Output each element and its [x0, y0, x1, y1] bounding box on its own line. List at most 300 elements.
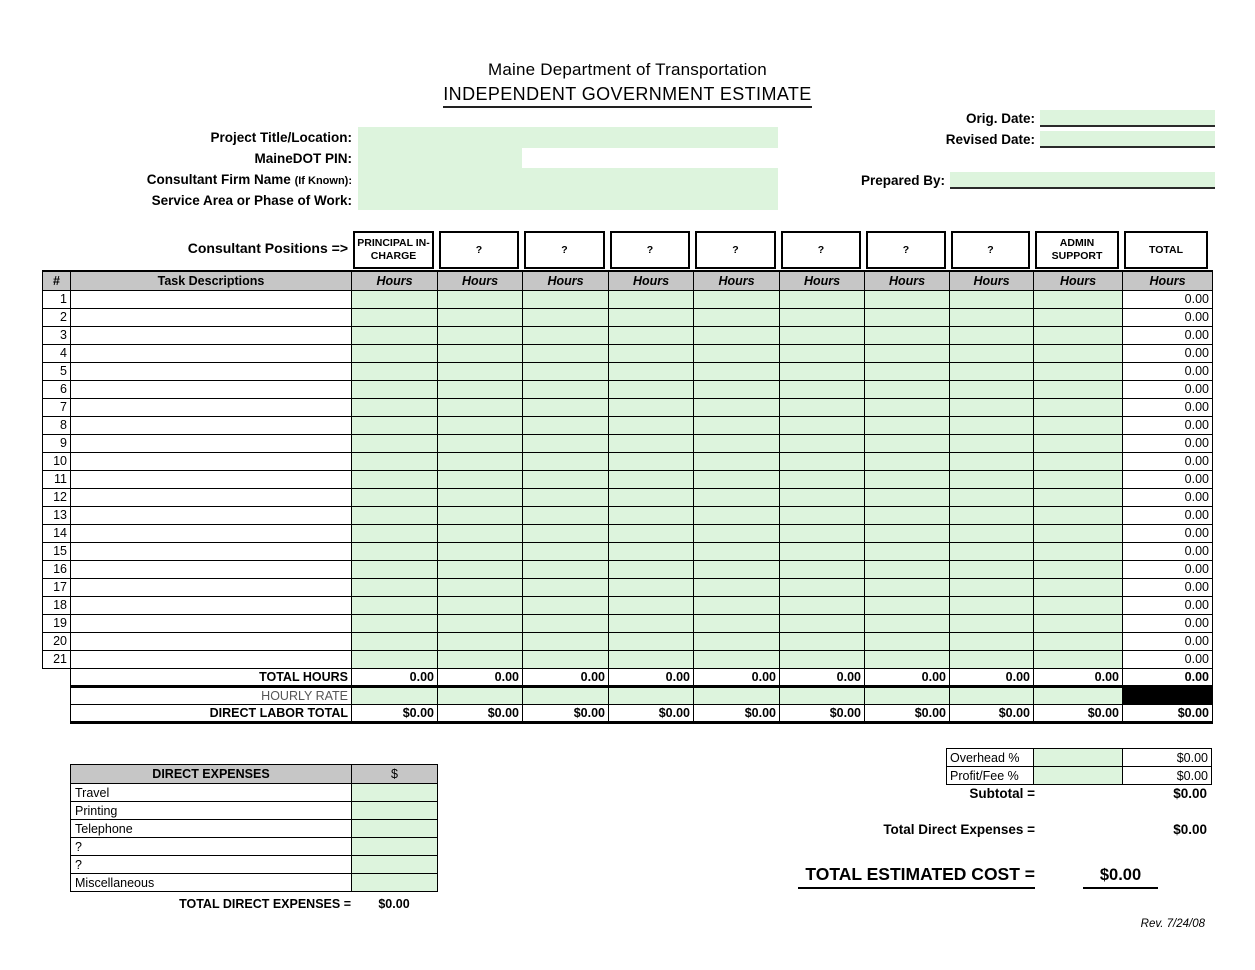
- hours-input-cell[interactable]: [352, 560, 438, 578]
- overhead-profit-box: [946, 748, 1212, 785]
- hours-input-cell[interactable]: [694, 614, 780, 632]
- hours-input-cell[interactable]: [865, 434, 950, 452]
- hours-input-cell[interactable]: [780, 578, 865, 596]
- hours-input-cell[interactable]: [352, 434, 438, 452]
- position-header-3[interactable]: ?: [524, 231, 605, 269]
- spacer-cell: [43, 704, 71, 722]
- hours-input-cell[interactable]: [523, 560, 609, 578]
- hours-input-cell[interactable]: [694, 434, 780, 452]
- hours-input-cell[interactable]: [438, 470, 523, 488]
- task-description-cell[interactable]: [71, 542, 352, 560]
- hours-input-cell[interactable]: [780, 290, 865, 308]
- hours-input-cell[interactable]: [780, 326, 865, 344]
- hours-input-cell[interactable]: [438, 506, 523, 524]
- hours-input-cell[interactable]: [438, 488, 523, 506]
- hours-input-cell[interactable]: [694, 308, 780, 326]
- hours-input-cell[interactable]: [609, 290, 694, 308]
- hours-input-cell[interactable]: [352, 578, 438, 596]
- hours-input-cell[interactable]: [950, 614, 1034, 632]
- hours-input-cell[interactable]: [523, 632, 609, 650]
- hours-input-cell[interactable]: [523, 452, 609, 470]
- hours-input-cell[interactable]: [1034, 542, 1123, 560]
- hours-input-cell[interactable]: [609, 434, 694, 452]
- task-description-cell[interactable]: [71, 614, 352, 632]
- hours-input-cell[interactable]: [950, 452, 1034, 470]
- hours-input-cell[interactable]: [609, 560, 694, 578]
- direct-labor-total-value: $0.00: [780, 704, 865, 722]
- position-header-6[interactable]: ?: [781, 231, 861, 269]
- row-number: 15: [43, 542, 71, 560]
- hours-input-cell[interactable]: [950, 344, 1034, 362]
- hours-input-cell[interactable]: [780, 452, 865, 470]
- hours-input-cell[interactable]: [780, 362, 865, 380]
- task-description-cell[interactable]: [71, 416, 352, 434]
- hours-input-cell[interactable]: [780, 560, 865, 578]
- hours-input-cell[interactable]: [1034, 362, 1123, 380]
- hours-input-cell[interactable]: [352, 416, 438, 434]
- task-description-cell[interactable]: [71, 308, 352, 326]
- total-hours-value: 0.00: [438, 668, 523, 686]
- hours-input-cell[interactable]: [438, 344, 523, 362]
- hours-input-cell[interactable]: [950, 578, 1034, 596]
- task-description-cell[interactable]: [71, 578, 352, 596]
- hours-input-cell[interactable]: [523, 488, 609, 506]
- hours-input-cell[interactable]: [865, 506, 950, 524]
- direct-labor-total-value: $0.00: [865, 704, 950, 722]
- hours-column-header-8: Hours: [950, 271, 1034, 290]
- task-description-cell[interactable]: [71, 398, 352, 416]
- hours-input-cell[interactable]: [694, 380, 780, 398]
- task-description-cell[interactable]: [71, 380, 352, 398]
- task-row-13: [43, 506, 1213, 524]
- hours-input-cell[interactable]: [865, 632, 950, 650]
- hours-input-cell[interactable]: [523, 362, 609, 380]
- position-header-5[interactable]: ?: [695, 231, 776, 269]
- hours-input-cell[interactable]: [523, 398, 609, 416]
- hours-input-cell[interactable]: [1034, 470, 1123, 488]
- row-number: 7: [43, 398, 71, 416]
- hours-input-cell[interactable]: [865, 542, 950, 560]
- hours-input-cell[interactable]: [438, 452, 523, 470]
- hours-input-cell[interactable]: [523, 326, 609, 344]
- hours-input-cell[interactable]: [780, 632, 865, 650]
- total-direct-expenses-left-label: TOTAL DIRECT EXPENSES =: [179, 897, 351, 911]
- expense-amount-cell[interactable]: [352, 802, 438, 820]
- hours-table: [42, 270, 1213, 724]
- hours-input-cell[interactable]: [950, 416, 1034, 434]
- hours-input-cell[interactable]: [1034, 326, 1123, 344]
- hours-input-cell[interactable]: [1034, 344, 1123, 362]
- hours-input-cell[interactable]: [865, 344, 950, 362]
- task-row-20: [43, 632, 1213, 650]
- hours-input-cell[interactable]: [780, 506, 865, 524]
- hours-input-cell[interactable]: [1034, 488, 1123, 506]
- task-row-16: [43, 560, 1213, 578]
- hours-input-cell[interactable]: [609, 380, 694, 398]
- hours-input-cell[interactable]: [950, 308, 1034, 326]
- hours-input-cell[interactable]: [950, 488, 1034, 506]
- expense-label: Telephone: [71, 820, 352, 838]
- row-number: 19: [43, 614, 71, 632]
- hours-input-cell[interactable]: [694, 290, 780, 308]
- hours-input-cell[interactable]: [523, 524, 609, 542]
- position-header-7[interactable]: ?: [866, 231, 946, 269]
- hours-column-header-2: Hours: [438, 271, 523, 290]
- hours-input-cell[interactable]: [780, 542, 865, 560]
- hours-input-cell[interactable]: [523, 434, 609, 452]
- hours-input-cell[interactable]: [438, 290, 523, 308]
- hours-input-cell[interactable]: [950, 632, 1034, 650]
- hours-input-cell[interactable]: [438, 596, 523, 614]
- hours-input-cell[interactable]: [865, 308, 950, 326]
- position-header-10: TOTAL: [1124, 231, 1208, 269]
- task-row-2: [43, 308, 1213, 326]
- overhead-input-cell[interactable]: [1034, 749, 1123, 767]
- hours-input-cell[interactable]: [865, 398, 950, 416]
- task-description-cell[interactable]: [71, 488, 352, 506]
- hours-input-cell[interactable]: [523, 416, 609, 434]
- hourly-rate-input-cell[interactable]: [1034, 686, 1123, 704]
- total-hours-value: 0.00: [1034, 668, 1123, 686]
- hours-input-cell[interactable]: [694, 416, 780, 434]
- hours-input-cell[interactable]: [865, 560, 950, 578]
- expense-amount-cell[interactable]: [352, 838, 438, 856]
- hours-input-cell[interactable]: [1034, 380, 1123, 398]
- hours-input-cell[interactable]: [609, 578, 694, 596]
- hours-input-cell[interactable]: [865, 650, 950, 668]
- hours-input-cell[interactable]: [865, 452, 950, 470]
- hours-input-cell[interactable]: [950, 650, 1034, 668]
- task-description-cell[interactable]: [71, 344, 352, 362]
- row-total-cell: 0.00: [1123, 308, 1213, 326]
- hours-input-cell[interactable]: [523, 290, 609, 308]
- position-header-1[interactable]: PRINCIPAL IN-CHARGE: [353, 231, 434, 269]
- hours-input-cell[interactable]: [865, 380, 950, 398]
- hours-input-cell[interactable]: [1034, 614, 1123, 632]
- hours-input-cell[interactable]: [609, 542, 694, 560]
- hours-input-cell[interactable]: [438, 614, 523, 632]
- hours-input-cell[interactable]: [438, 578, 523, 596]
- row-total-cell: 0.00: [1123, 560, 1213, 578]
- hours-input-cell[interactable]: [352, 362, 438, 380]
- hours-input-cell[interactable]: [1034, 524, 1123, 542]
- firm-field[interactable]: [360, 171, 776, 189]
- hours-input-cell[interactable]: [694, 560, 780, 578]
- hours-input-cell[interactable]: [694, 470, 780, 488]
- hours-input-cell[interactable]: [609, 452, 694, 470]
- orig-date-field[interactable]: [1040, 110, 1215, 127]
- task-row-15: [43, 542, 1213, 560]
- hourly-rate-input-cell[interactable]: [865, 686, 950, 704]
- hours-input-cell[interactable]: [1034, 434, 1123, 452]
- row-total-cell: 0.00: [1123, 542, 1213, 560]
- prepared-by-field[interactable]: [950, 172, 1215, 189]
- expense-label: ?: [71, 856, 352, 874]
- task-row-5: [43, 362, 1213, 380]
- hours-input-cell[interactable]: [609, 344, 694, 362]
- hours-input-cell[interactable]: [352, 632, 438, 650]
- hours-input-cell[interactable]: [1034, 416, 1123, 434]
- hours-input-cell[interactable]: [609, 488, 694, 506]
- hours-input-cell[interactable]: [438, 326, 523, 344]
- task-description-cell[interactable]: [71, 470, 352, 488]
- row-number: 12: [43, 488, 71, 506]
- firm-label-main: Consultant Firm Name: [146, 172, 291, 187]
- hours-input-cell[interactable]: [865, 326, 950, 344]
- hours-input-cell[interactable]: [694, 578, 780, 596]
- hours-input-cell[interactable]: [352, 398, 438, 416]
- hourly-rate-input-cell[interactable]: [609, 686, 694, 704]
- task-row-1: [43, 290, 1213, 308]
- row-number: 21: [43, 650, 71, 668]
- hours-input-cell[interactable]: [780, 596, 865, 614]
- hours-input-cell[interactable]: [523, 650, 609, 668]
- hours-input-cell[interactable]: [523, 506, 609, 524]
- row-total-cell: 0.00: [1123, 398, 1213, 416]
- hours-input-cell[interactable]: [865, 488, 950, 506]
- row-total-cell: 0.00: [1123, 434, 1213, 452]
- hours-input-cell[interactable]: [523, 308, 609, 326]
- hours-input-cell[interactable]: [1034, 632, 1123, 650]
- task-row-21: [43, 650, 1213, 668]
- hours-input-cell[interactable]: [438, 434, 523, 452]
- hours-input-cell[interactable]: [609, 308, 694, 326]
- hours-input-cell[interactable]: [1034, 578, 1123, 596]
- hours-input-cell[interactable]: [438, 416, 523, 434]
- project-title-field[interactable]: [360, 129, 776, 147]
- dollar-column-header: $: [352, 765, 438, 784]
- hours-input-cell[interactable]: [523, 578, 609, 596]
- hours-input-cell[interactable]: [352, 308, 438, 326]
- hourly-rate-input-cell[interactable]: [438, 686, 523, 704]
- hours-input-cell[interactable]: [1034, 596, 1123, 614]
- task-description-cell[interactable]: [71, 362, 352, 380]
- hours-input-cell[interactable]: [865, 470, 950, 488]
- hours-input-cell[interactable]: [865, 416, 950, 434]
- hours-input-cell[interactable]: [694, 326, 780, 344]
- hours-input-cell[interactable]: [780, 650, 865, 668]
- hours-input-cell[interactable]: [694, 362, 780, 380]
- hourly-rate-input-cell[interactable]: [523, 686, 609, 704]
- total-estimated-cost-label: TOTAL ESTIMATED COST =: [798, 864, 1035, 889]
- hours-input-cell[interactable]: [523, 344, 609, 362]
- hours-input-cell[interactable]: [1034, 398, 1123, 416]
- hours-input-cell[interactable]: [694, 344, 780, 362]
- revision-note: Rev. 7/24/08: [1140, 918, 1205, 930]
- hours-input-cell[interactable]: [352, 524, 438, 542]
- pin-label: MaineDOT PIN:: [254, 151, 352, 166]
- hours-input-cell[interactable]: [352, 614, 438, 632]
- expense-amount-cell[interactable]: [352, 784, 438, 802]
- hours-input-cell[interactable]: [950, 560, 1034, 578]
- hours-input-cell[interactable]: [780, 488, 865, 506]
- position-header-9[interactable]: ADMIN SUPPORT: [1035, 231, 1119, 269]
- row-total-cell: 0.00: [1123, 470, 1213, 488]
- hours-input-cell[interactable]: [352, 470, 438, 488]
- hours-input-cell[interactable]: [780, 344, 865, 362]
- hours-input-cell[interactable]: [438, 524, 523, 542]
- hours-input-cell[interactable]: [352, 326, 438, 344]
- hours-input-cell[interactable]: [352, 488, 438, 506]
- hours-input-cell[interactable]: [780, 524, 865, 542]
- hourly-rate-row: [43, 686, 1213, 704]
- service-area-field[interactable]: [360, 192, 776, 210]
- task-descriptions-header: Task Descriptions: [71, 271, 352, 290]
- hours-input-cell[interactable]: [609, 524, 694, 542]
- hours-input-cell[interactable]: [694, 542, 780, 560]
- hours-input-cell[interactable]: [694, 650, 780, 668]
- number-column-header: #: [43, 271, 71, 290]
- hourly-rate-input-cell[interactable]: [950, 686, 1034, 704]
- task-description-cell[interactable]: [71, 290, 352, 308]
- hours-input-cell[interactable]: [438, 650, 523, 668]
- hours-input-cell[interactable]: [1034, 290, 1123, 308]
- pin-field[interactable]: [360, 150, 520, 168]
- hours-input-cell[interactable]: [780, 380, 865, 398]
- position-header-2[interactable]: ?: [439, 231, 519, 269]
- direct-labor-total-value: $0.00: [352, 704, 438, 722]
- hours-input-cell[interactable]: [694, 506, 780, 524]
- hours-input-cell[interactable]: [780, 308, 865, 326]
- hours-input-cell[interactable]: [352, 290, 438, 308]
- task-description-cell[interactable]: [71, 452, 352, 470]
- hours-input-cell[interactable]: [609, 632, 694, 650]
- hours-input-cell[interactable]: [780, 416, 865, 434]
- hours-input-cell[interactable]: [609, 614, 694, 632]
- row-number: 5: [43, 362, 71, 380]
- hours-input-cell[interactable]: [352, 380, 438, 398]
- expense-amount-cell[interactable]: [352, 856, 438, 874]
- hours-input-cell[interactable]: [523, 596, 609, 614]
- task-row-11: [43, 470, 1213, 488]
- hours-input-cell[interactable]: [1034, 452, 1123, 470]
- task-description-cell[interactable]: [71, 596, 352, 614]
- row-total-cell: 0.00: [1123, 290, 1213, 308]
- hours-input-cell[interactable]: [523, 614, 609, 632]
- expense-label: ?: [71, 838, 352, 856]
- hours-input-cell[interactable]: [438, 542, 523, 560]
- hours-input-cell[interactable]: [352, 344, 438, 362]
- hours-input-cell[interactable]: [950, 506, 1034, 524]
- total-hours-value: 0.00: [780, 668, 865, 686]
- task-description-cell[interactable]: [71, 650, 352, 668]
- hours-input-cell[interactable]: [352, 506, 438, 524]
- profit-fee-input-cell[interactable]: [1034, 767, 1123, 785]
- hours-input-cell[interactable]: [609, 470, 694, 488]
- hours-input-cell[interactable]: [865, 614, 950, 632]
- hourly-rate-input-cell[interactable]: [780, 686, 865, 704]
- overhead-value: $0.00: [1123, 749, 1212, 767]
- hours-input-cell[interactable]: [950, 434, 1034, 452]
- row-total-cell: 0.00: [1123, 506, 1213, 524]
- hours-input-cell[interactable]: [438, 308, 523, 326]
- row-number: 3: [43, 326, 71, 344]
- hours-input-cell[interactable]: [694, 488, 780, 506]
- task-description-cell[interactable]: [71, 506, 352, 524]
- hours-input-cell[interactable]: [950, 290, 1034, 308]
- task-description-cell[interactable]: [71, 632, 352, 650]
- hours-input-cell[interactable]: [523, 380, 609, 398]
- hours-input-cell[interactable]: [609, 416, 694, 434]
- hours-input-cell[interactable]: [865, 290, 950, 308]
- hours-input-cell[interactable]: [780, 470, 865, 488]
- hours-input-cell[interactable]: [694, 452, 780, 470]
- hours-input-cell[interactable]: [780, 398, 865, 416]
- hours-input-cell[interactable]: [950, 380, 1034, 398]
- hours-input-cell[interactable]: [950, 524, 1034, 542]
- hours-input-cell[interactable]: [950, 596, 1034, 614]
- hours-input-cell[interactable]: [780, 434, 865, 452]
- task-description-cell[interactable]: [71, 560, 352, 578]
- hours-input-cell[interactable]: [950, 326, 1034, 344]
- hours-input-cell[interactable]: [865, 524, 950, 542]
- hours-input-cell[interactable]: [1034, 650, 1123, 668]
- hours-input-cell[interactable]: [352, 650, 438, 668]
- task-description-cell[interactable]: [71, 434, 352, 452]
- hours-input-cell[interactable]: [865, 362, 950, 380]
- hours-input-cell[interactable]: [1034, 560, 1123, 578]
- hours-input-cell[interactable]: [694, 398, 780, 416]
- revised-date-field[interactable]: [1040, 131, 1215, 148]
- hours-input-cell[interactable]: [609, 362, 694, 380]
- direct-labor-total-value: $0.00: [438, 704, 523, 722]
- hours-input-cell[interactable]: [352, 452, 438, 470]
- hours-input-cell[interactable]: [523, 542, 609, 560]
- orig-date-label: Orig. Date:: [965, 111, 1035, 126]
- total-hours-value: 0.00: [865, 668, 950, 686]
- hours-input-cell[interactable]: [438, 632, 523, 650]
- hours-input-cell[interactable]: [352, 542, 438, 560]
- hours-input-cell[interactable]: [609, 326, 694, 344]
- hours-input-cell[interactable]: [950, 398, 1034, 416]
- hours-input-cell[interactable]: [609, 398, 694, 416]
- hours-input-cell[interactable]: [438, 560, 523, 578]
- hours-column-header-6: Hours: [780, 271, 865, 290]
- row-number: 18: [43, 596, 71, 614]
- hours-input-cell[interactable]: [438, 398, 523, 416]
- hours-input-cell[interactable]: [609, 596, 694, 614]
- row-total-cell: 0.00: [1123, 362, 1213, 380]
- hours-input-cell[interactable]: [950, 362, 1034, 380]
- hours-input-cell[interactable]: [1034, 506, 1123, 524]
- hours-input-cell[interactable]: [865, 596, 950, 614]
- hours-input-cell[interactable]: [352, 596, 438, 614]
- expense-amount-cell[interactable]: [352, 874, 438, 892]
- hours-input-cell[interactable]: [523, 470, 609, 488]
- hours-input-cell[interactable]: [780, 614, 865, 632]
- hours-input-cell[interactable]: [694, 596, 780, 614]
- hours-input-cell[interactable]: [694, 632, 780, 650]
- task-row-7: [43, 398, 1213, 416]
- task-description-cell[interactable]: [71, 524, 352, 542]
- hourly-rate-input-cell[interactable]: [694, 686, 780, 704]
- hourly-rate-input-cell[interactable]: [352, 686, 438, 704]
- hours-input-cell[interactable]: [950, 470, 1034, 488]
- task-description-cell[interactable]: [71, 326, 352, 344]
- hours-input-cell[interactable]: [438, 362, 523, 380]
- position-header-4[interactable]: ?: [610, 231, 690, 269]
- hours-input-cell[interactable]: [609, 650, 694, 668]
- hours-input-cell[interactable]: [694, 524, 780, 542]
- hours-input-cell[interactable]: [438, 380, 523, 398]
- position-header-8[interactable]: ?: [951, 231, 1030, 269]
- hours-input-cell[interactable]: [609, 506, 694, 524]
- hours-input-cell[interactable]: [1034, 308, 1123, 326]
- hours-input-cell[interactable]: [865, 578, 950, 596]
- hours-input-cell[interactable]: [950, 542, 1034, 560]
- expense-amount-cell[interactable]: [352, 820, 438, 838]
- row-number: 8: [43, 416, 71, 434]
